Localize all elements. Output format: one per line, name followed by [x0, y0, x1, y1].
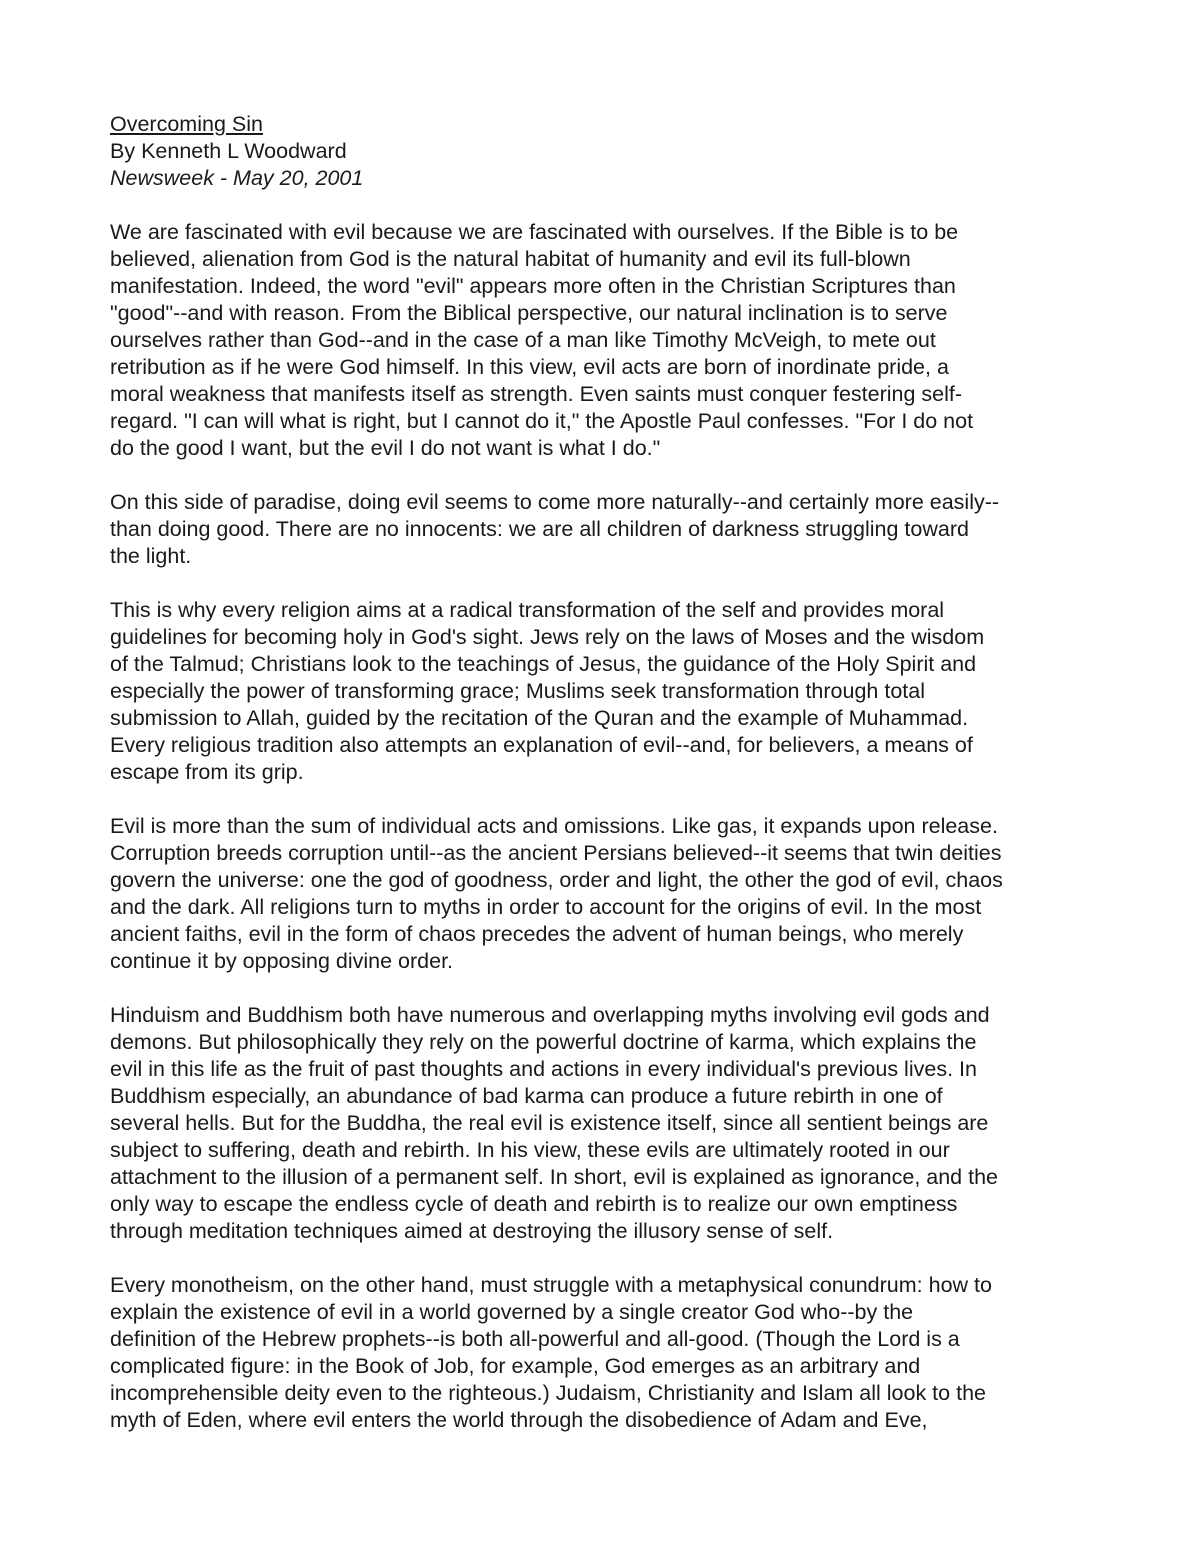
text-line: Corruption breeds corruption until--as the ancient Persians believed--it seems that twin deities [110, 841, 1002, 865]
paragraph [110, 1272, 1095, 1434]
text-line: several hells. But for the Buddha, the real evil is existence itself, since all sentient beings are [110, 1111, 989, 1135]
paragraph [110, 597, 1095, 786]
text-line: "good"--and with reason. From the Biblical perspective, our natural inclination is to serve [110, 301, 948, 325]
text-line: We are fascinated with evil because we are fascinated with ourselves. If the Bible is to be [110, 220, 959, 244]
article-header [110, 111, 1095, 192]
text-line: Every monotheism, on the other hand, must struggle with a metaphysical conundrum: how to [110, 1273, 992, 1297]
text-line: On this side of paradise, doing evil seems to come more naturally--and certainly more easily-- [110, 490, 1000, 514]
document-page [110, 111, 1095, 1461]
paragraph [110, 219, 1095, 462]
article-title: Overcoming Sin [110, 112, 263, 136]
article-byline: By Kenneth L Woodward [110, 139, 347, 163]
article-body [110, 219, 1095, 1434]
text-line: than doing good. There are no innocents: we are all children of darkness struggling toward [110, 517, 969, 541]
text-line: incomprehensible deity even to the righteous.) Judaism, Christianity and Islam all look to the [110, 1381, 986, 1405]
text-line: continue it by opposing divine order. [110, 949, 454, 973]
text-line: Hinduism and Buddhism both have numerous and overlapping myths involving evil gods and [110, 1003, 990, 1027]
text-line: of the Talmud; Christians look to the teachings of Jesus, the guidance of the Holy Spirit and [110, 652, 977, 676]
text-line: moral weakness that manifests itself as strength. Even saints must conquer festering self- [110, 382, 963, 406]
text-line: do the good I want, but the evil I do not want is what I do." [110, 436, 661, 460]
text-line: ourselves rather than God--and in the case of a man like Timothy McVeigh, to mete out [110, 328, 936, 352]
paragraph [110, 1002, 1095, 1245]
text-line: definition of the Hebrew prophets--is both all-powerful and all-good. (Though the Lord is a [110, 1327, 960, 1351]
text-line: especially the power of transforming grace; Muslims seek transformation through total [110, 679, 925, 703]
paragraph [110, 489, 1095, 570]
text-line: only way to escape the endless cycle of death and rebirth is to realize our own emptiness [110, 1192, 958, 1216]
text-line: demons. But philosophically they rely on the powerful doctrine of karma, which explains the [110, 1030, 977, 1054]
text-line: govern the universe: one the god of goodness, order and light, the other the god of evil, chaos [110, 868, 1003, 892]
text-line: the light. [110, 544, 192, 568]
text-line: escape from its grip. [110, 760, 304, 784]
text-line: manifestation. Indeed, the word "evil" appears more often in the Christian Scriptures than [110, 274, 956, 298]
text-line: Every religious tradition also attempts an explanation of evil--and, for believers, a means of [110, 733, 973, 757]
text-line: Evil is more than the sum of individual acts and omissions. Like gas, it expands upon release. [110, 814, 998, 838]
text-line: retribution as if he were God himself. In this view, evil acts are born of inordinate pride, a [110, 355, 949, 379]
text-line: myth of Eden, where evil enters the world through the disobedience of Adam and Eve, [110, 1408, 928, 1432]
text-line: believed, alienation from God is the natural habitat of humanity and evil its full-blown [110, 247, 911, 271]
text-line: Buddhism especially, an abundance of bad karma can produce a future rebirth in one of [110, 1084, 943, 1108]
text-line: attachment to the illusion of a permanent self. In short, evil is explained as ignorance, and the [110, 1165, 998, 1189]
text-line: and the dark. All religions turn to myths in order to account for the origins of evil. In the most [110, 895, 982, 919]
text-line: ancient faiths, evil in the form of chaos precedes the advent of human beings, who merely [110, 922, 964, 946]
text-line: regard. "I can will what is right, but I cannot do it," the Apostle Paul confesses. "For I do not [110, 409, 974, 433]
text-line: guidelines for becoming holy in God's sight. Jews rely on the laws of Moses and the wisdom [110, 625, 985, 649]
text-line: complicated figure: in the Book of Job, for example, God emerges as an arbitrary and [110, 1354, 921, 1378]
text-line: subject to suffering, death and rebirth. In his view, these evils are ultimately rooted in our [110, 1138, 950, 1162]
text-line: This is why every religion aims at a radical transformation of the self and provides moral [110, 598, 945, 622]
paragraph [110, 813, 1095, 975]
text-line: submission to Allah, guided by the recitation of the Quran and the example of Muhammad. [110, 706, 969, 730]
article-source: Newsweek - May 20, 2001 [110, 166, 364, 190]
text-line: explain the existence of evil in a world governed by a single creator God who--by the [110, 1300, 914, 1324]
text-line: through meditation techniques aimed at destroying the illusory sense of self. [110, 1219, 834, 1243]
text-line: evil in this life as the fruit of past thoughts and actions in every individual's previous lives. In [110, 1057, 977, 1081]
